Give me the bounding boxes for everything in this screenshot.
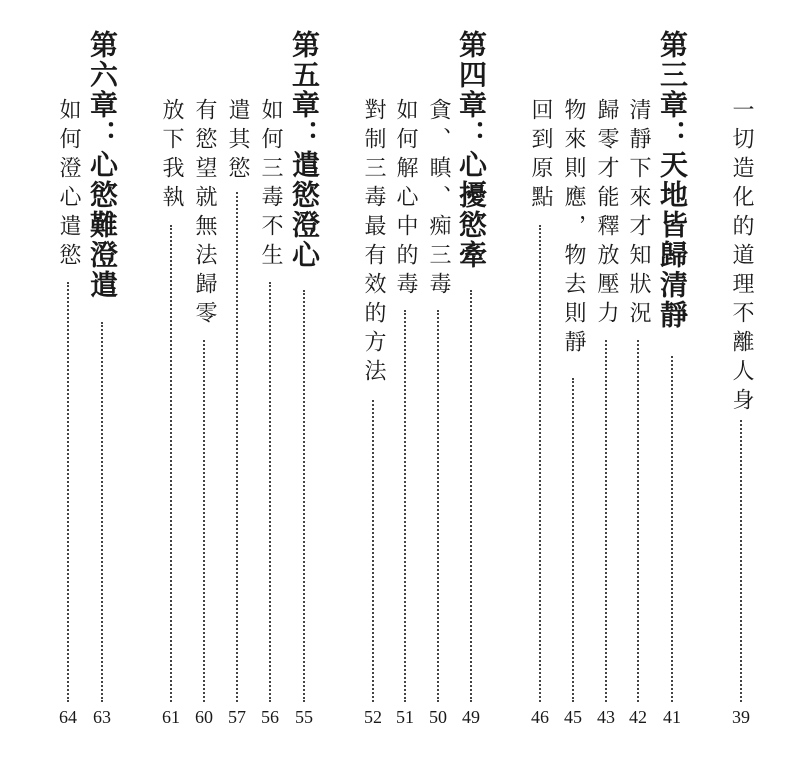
toc-entry-section[interactable] [355,0,391,762]
dot-leader [101,322,103,702]
page-number: 55 [295,707,313,727]
page-number: 50 [429,707,447,727]
toc-entry-intro[interactable] [723,0,759,762]
chapter-heading: 第六章：心慾難澄遣 [86,30,119,300]
dot-leader [605,340,607,702]
page-number: 42 [629,707,647,727]
dot-leader [740,420,742,702]
dot-leader [404,310,406,702]
entry-title: 物來則應，物去則靜 [561,98,586,359]
toc-entry-section[interactable] [620,0,656,762]
page-number: 39 [732,707,750,727]
toc-entry-section[interactable] [522,0,558,762]
entry-title: 一切造化的道理不離人身 [729,98,754,417]
toc-entry-section[interactable] [588,0,624,762]
page-number: 49 [462,707,480,727]
entry-title: 如何澄心遣慾 [56,98,81,272]
toc-entry-section[interactable] [252,0,288,762]
entry-title: 如何三毒不生 [258,98,283,272]
dot-leader [637,340,639,702]
dot-leader [170,225,172,702]
page-number: 43 [597,707,615,727]
page-number: 57 [228,707,246,727]
dot-leader [203,340,205,702]
page-number: 41 [663,707,681,727]
entry-title: 貪、瞋、痴三毒 [426,98,451,301]
toc-entry-section[interactable] [420,0,456,762]
toc-entry-section[interactable] [153,0,189,762]
entry-title: 放下我執 [159,98,184,214]
entry-title: 對制三毒最有效的方法 [361,98,386,388]
entry-title: 歸零才能釋放壓力 [594,98,619,330]
toc-entry-section[interactable] [219,0,255,762]
entry-title: 回到原點 [528,98,553,214]
entry-title: 遣其慾 [225,98,250,185]
page-number: 61 [162,707,180,727]
toc-entry-section[interactable] [186,0,222,762]
dot-leader [572,378,574,702]
dot-leader [303,290,305,702]
entry-title: 有慾望就無法歸零 [192,98,217,330]
chapter-heading: 第三章：天地皆歸清靜 [656,30,689,330]
dot-leader [470,290,472,702]
page-number: 46 [531,707,549,727]
toc-entry-section[interactable] [555,0,591,762]
entry-title: 如何解心中的毒 [393,98,418,301]
dot-leader [269,282,271,702]
page-number: 64 [59,707,77,727]
entry-title: 清靜下來才知狀況 [626,98,651,330]
toc-entry-section[interactable] [387,0,423,762]
page-number: 60 [195,707,213,727]
toc-entry-chapter-5[interactable] [286,0,322,762]
page-number: 52 [364,707,382,727]
dot-leader [236,192,238,702]
dot-leader [437,310,439,702]
dot-leader [539,225,541,702]
chapter-heading: 第四章：心擾慾牽 [455,30,488,270]
toc-entry-chapter-6[interactable] [84,0,120,762]
toc-entry-section[interactable] [50,0,86,762]
toc-entry-chapter-4[interactable] [453,0,489,762]
page-number: 63 [93,707,111,727]
page-number: 51 [396,707,414,727]
page-number: 45 [564,707,582,727]
dot-leader [671,356,673,702]
dot-leader [372,400,374,702]
page-number: 56 [261,707,279,727]
chapter-heading: 第五章：遣慾澄心 [288,30,321,270]
toc-entry-chapter-3[interactable] [654,0,690,762]
dot-leader [67,282,69,702]
